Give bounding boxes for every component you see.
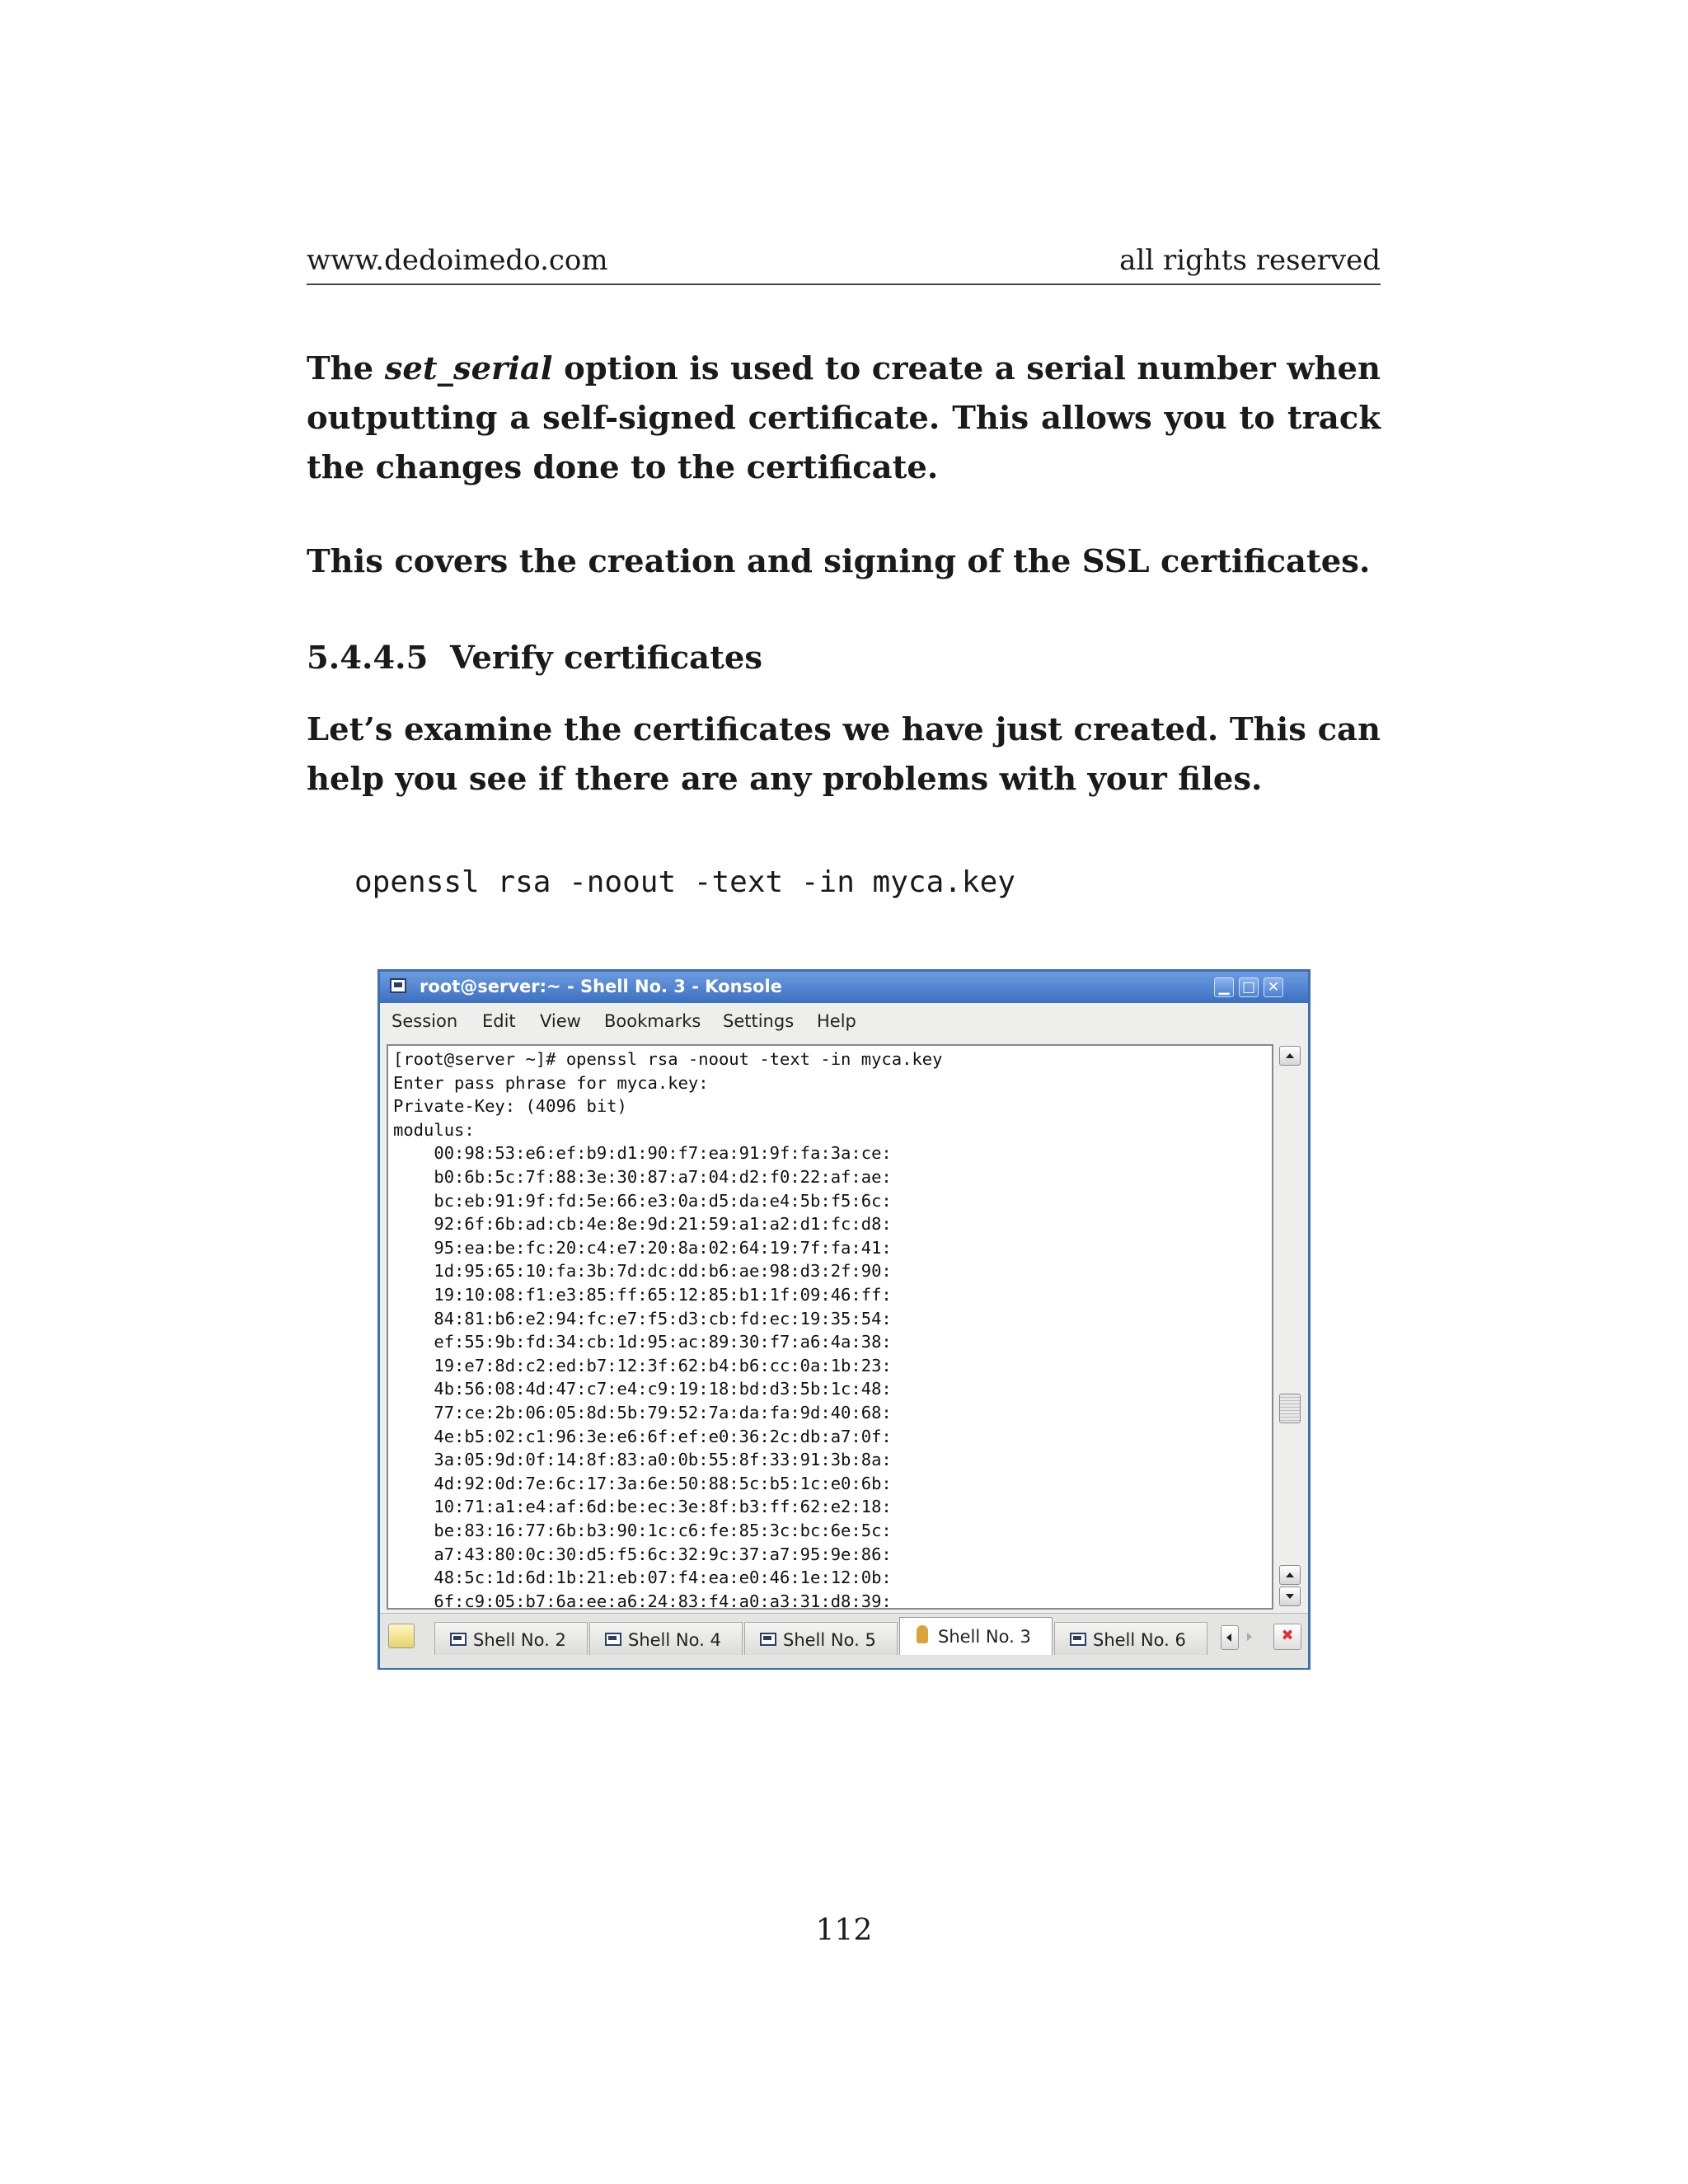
terminal-line: 6f:c9:05:b7:6a:ee:a6:24:83:f4:a0:a3:31:d8:39: bbox=[393, 1591, 892, 1610]
terminal-line: 00:98:53:e6:ef:b9:d1:90:f7:ea:91:9f:fa:3a:ce: bbox=[393, 1143, 892, 1164]
para1-lead: The bbox=[307, 350, 385, 387]
header-site: www.dedoimedo.com bbox=[307, 244, 608, 277]
arrow-up-icon bbox=[1286, 1572, 1294, 1577]
tab-label: Shell No. 4 bbox=[628, 1630, 721, 1650]
chevron-right-icon bbox=[1247, 1633, 1252, 1641]
scroll-thumb[interactable] bbox=[1279, 1394, 1301, 1423]
menu-bar bbox=[380, 1003, 1308, 1039]
section-number: 5.4.4.5 bbox=[307, 640, 429, 677]
bell-icon bbox=[915, 1625, 930, 1645]
paragraph-examine: Let’s examine the certificates we have just created. This can help you see if there are any problems with your files. bbox=[307, 711, 1381, 798]
terminal-line: 19:e7:8d:c2:ed:b7:12:3f:62:b4:b6:cc:0a:1b:23: bbox=[393, 1355, 892, 1376]
konsole-icon bbox=[390, 978, 406, 993]
tab-scroll-right-button[interactable] bbox=[1240, 1625, 1259, 1650]
close-icon[interactable]: ✕ bbox=[1264, 977, 1283, 997]
tab-shell-2[interactable] bbox=[434, 1622, 588, 1655]
terminal-line: 77:ce:2b:06:05:8d:5b:79:52:7a:da:fa:9d:40:68: bbox=[393, 1403, 892, 1422]
terminal-line: bc:eb:91:9f:fd:5e:66:e3:0a:d5:da:e4:5b:f5:6c: bbox=[393, 1190, 892, 1211]
menu-session[interactable]: Session bbox=[392, 1011, 458, 1031]
maximize-icon[interactable]: □ bbox=[1239, 977, 1259, 997]
terminal-line: Enter pass phrase for myca.key: bbox=[393, 1072, 709, 1093]
scroll-down-button[interactable] bbox=[1279, 1586, 1301, 1606]
menu-help[interactable]: Help bbox=[817, 1011, 856, 1031]
menu-settings[interactable]: Settings bbox=[723, 1011, 795, 1031]
menu-bookmarks[interactable]: Bookmarks bbox=[604, 1011, 701, 1031]
terminal-line: 3a:05:9d:0f:14:8f:83:a0:0b:55:8f:33:91:3b:8a: bbox=[393, 1450, 892, 1470]
tab-shell-6[interactable] bbox=[1054, 1622, 1207, 1655]
term-set-serial: set_serial bbox=[384, 350, 553, 387]
window-title: root@server:~ - Shell No. 3 - Konsole bbox=[420, 977, 782, 996]
arrow-down-icon bbox=[1286, 1594, 1294, 1599]
close-session-button[interactable]: ✖ bbox=[1273, 1624, 1301, 1650]
terminal-line: 95:ea:be:fc:20:c4:e7:20:8a:02:64:19:7f:fa:41: bbox=[393, 1237, 892, 1258]
tab-scroll-left-button[interactable] bbox=[1221, 1625, 1239, 1650]
terminal-line: ef:55:9b:fd:34:cb:1d:95:ac:89:30:f7:a6:4a:38: bbox=[393, 1332, 892, 1352]
terminal-line: be:83:16:77:6b:b3:90:1c:c6:fe:85:3c:bc:6e:5c: bbox=[393, 1521, 892, 1540]
tab-label: Shell No. 5 bbox=[783, 1630, 876, 1650]
section-title: Verify certificates bbox=[450, 640, 763, 677]
konsole-window bbox=[377, 969, 1311, 1670]
terminal-line: 4d:92:0d:7e:6c:17:3a:6e:50:88:5c:b5:1c:e0:6b: bbox=[393, 1473, 892, 1493]
terminal-line: 10:71:a1:e4:af:6d:be:ec:3e:8f:b3:ff:62:e2:18: bbox=[393, 1497, 892, 1517]
session-tab-bar bbox=[380, 1613, 1308, 1668]
terminal-line: 92:6f:6b:ad:cb:4e:8e:9d:21:59:a1:a2:d1:fc:d8: bbox=[393, 1214, 892, 1235]
terminal-line: modulus: bbox=[393, 1119, 475, 1140]
terminal-icon bbox=[605, 1633, 621, 1646]
tab-label: Shell No. 6 bbox=[1093, 1630, 1186, 1650]
tab-label: Shell No. 3 bbox=[938, 1627, 1031, 1647]
terminal-line: [root@server ~]# openssl rsa -noout -text -in myca.key bbox=[393, 1049, 943, 1069]
terminal-line: b0:6b:5c:7f:88:3e:30:87:a7:04:d2:f0:22:af:ae: bbox=[393, 1167, 892, 1187]
page-number: 112 bbox=[815, 1914, 873, 1947]
terminal-line: Private-Key: (4096 bit) bbox=[393, 1096, 627, 1117]
section-heading bbox=[307, 640, 762, 677]
header-rights: all rights reserved bbox=[1119, 244, 1381, 277]
tab-shell-5[interactable] bbox=[744, 1622, 898, 1655]
chevron-left-icon bbox=[1226, 1633, 1231, 1642]
terminal-line: 19:10:08:f1:e3:85:ff:65:12:85:b1:1f:09:46:ff: bbox=[393, 1285, 892, 1305]
terminal-line: 4e:b5:02:c1:96:3e:e6:6f:ef:e0:36:2c:db:a7:0f: bbox=[393, 1426, 892, 1446]
vertical-scrollbar[interactable] bbox=[1277, 1044, 1303, 1610]
running-header bbox=[307, 242, 1381, 285]
terminal-line: 1d:95:65:10:fa:3b:7d:dc:dd:b6:ae:98:d3:2f:90: bbox=[393, 1261, 892, 1282]
tab-shell-3[interactable] bbox=[899, 1617, 1053, 1655]
title-bar[interactable] bbox=[380, 972, 1308, 1003]
terminal-line: 48:5c:1d:6d:1b:21:eb:07:f4:ea:e0:46:1e:12:0b: bbox=[393, 1568, 892, 1588]
arrow-up-icon bbox=[1286, 1053, 1294, 1058]
menu-view[interactable]: View bbox=[540, 1011, 581, 1031]
para1-rest: option is used to create a serial number when outputting a self-signed certificate. This allows you to track the changes done to the certificate. bbox=[307, 350, 1381, 486]
terminal-line: 84:81:b6:e2:94:fc:e7:f5:d3:cb:fd:ec:19:35:54: bbox=[393, 1308, 892, 1329]
minimize-icon[interactable]: ▁ bbox=[1214, 977, 1234, 997]
tab-label: Shell No. 2 bbox=[473, 1630, 566, 1650]
new-session-button[interactable] bbox=[388, 1624, 415, 1648]
terminal-icon bbox=[1070, 1633, 1086, 1646]
command-line: openssl rsa -noout -text -in myca.key bbox=[354, 865, 1015, 899]
terminal-icon bbox=[760, 1633, 776, 1646]
paragraph-summary: This covers the creation and signing of the SSL certificates. bbox=[307, 543, 1371, 580]
scroll-up-button-lower[interactable] bbox=[1279, 1565, 1301, 1585]
tab-shell-4[interactable] bbox=[589, 1622, 743, 1655]
terminal-output[interactable] bbox=[387, 1044, 1273, 1610]
terminal-line: a7:43:80:0c:30:d5:f5:6c:32:9c:37:a7:95:9e:86: bbox=[393, 1544, 892, 1564]
scroll-up-button[interactable] bbox=[1279, 1046, 1301, 1066]
terminal-icon bbox=[450, 1633, 467, 1646]
paragraph-set-serial bbox=[307, 344, 1381, 493]
terminal-line: 4b:56:08:4d:47:c7:e4:c9:19:18:bd:d3:5b:1c:48: bbox=[393, 1379, 892, 1399]
menu-edit[interactable]: Edit bbox=[482, 1011, 516, 1031]
